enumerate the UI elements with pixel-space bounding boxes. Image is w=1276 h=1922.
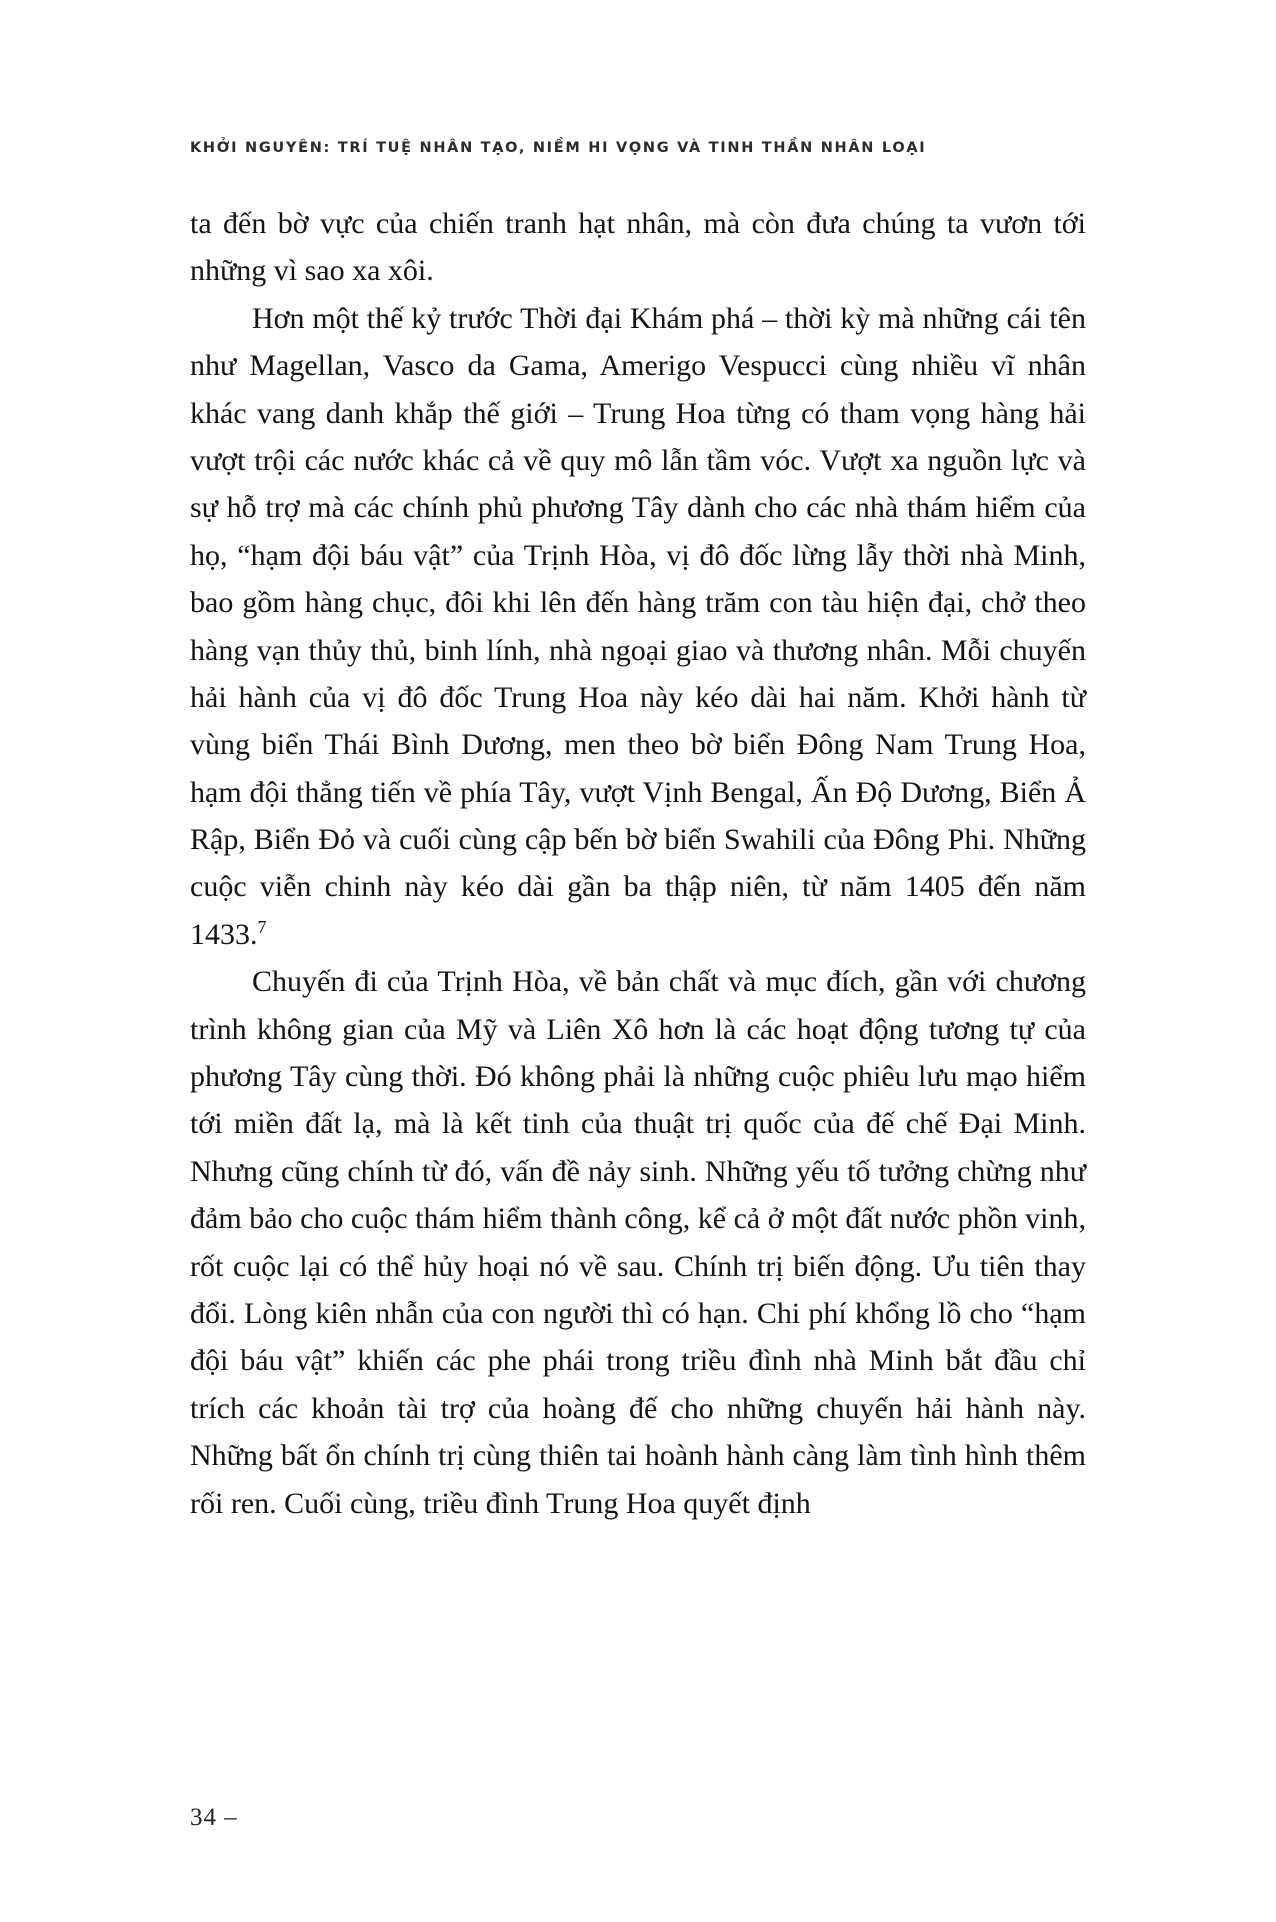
page-number: 34 – — [190, 1804, 238, 1831]
paragraph: ta đến bờ vực của chiến tranh hạt nhân, mà còn đưa chúng ta vươn tới những vì sao xa xôi. — [190, 207, 1086, 288]
running-head: KHỞI NGUYÊN: TRÍ TUỆ NHÂN TẠO, NIỀM HI VỌNG VÀ TINH THẦN NHÂN LOẠI — [190, 140, 927, 156]
paragraph — [190, 295, 1086, 958]
body-text — [190, 200, 1086, 1527]
paragraph: Chuyến đi của Trịnh Hòa, về bản chất và mục đích, gần với chương trình không gian của Mỹ và Liên Xô hơn là các hoạt động tương tự của phương Tây cùng thời. Đó không phải là những cuộc phiêu lưu mạo hiểm tới miền đất lạ, mà là kết tinh của thuật trị quốc của đế chế Đại Minh. Nhưng cũng chính từ đó, vấn đề nảy sinh. Những yếu tố tưởng chừng như đảm bảo cho cuộc thám hiểm thành công, kể cả ở một đất nước phồn vinh, rốt cuộc lại có thể hủy hoại nó về sau. Chính trị biến động. Ưu tiên thay đổi. Lòng kiên nhẫn của con người thì có hạn. Chi phí khổng lồ cho “hạm đội báu vật” khiến các phe phái trong triều đình nhà Minh bắt đầu chỉ trích các khoản tài trợ của hoàng đế cho những chuyến hải hành này. Những bất ổn chính trị cùng thiên tai hoành hành càng làm tình hình thêm rối ren. Cuối cùng, triều đình Trung Hoa quyết định — [190, 965, 1086, 1520]
footnote-marker: 7 — [257, 916, 267, 937]
paragraph-text: Hơn một thế kỷ trước Thời đại Khám phá – thời kỳ mà những cái tên như Magellan, Vasco da Gama, Amerigo Vespucci cùng nhiều vĩ nhân khác vang danh khắp thế giới – Trung Hoa từng có tham vọng hàng hải vượt trội các nước khác cả về quy mô lẫn tầm vóc. Vượt xa nguồn lực và sự hỗ trợ mà các chính phủ phương Tây dành cho các nhà thám hiểm của họ, “hạm đội báu vật” của Trịnh Hòa, vị đô đốc lừng lẫy thời nhà Minh, bao gồm hàng chục, đôi khi lên đến hàng trăm con tàu hiện đại, chở theo hàng vạn thủy thủ, binh lính, nhà ngoại giao và thương nhân. Mỗi chuyến hải hành của vị đô đốc Trung Hoa này kéo dài hai năm. Khởi hành từ vùng biển Thái Bình Dương, men theo bờ biển Đông Nam Trung Hoa, hạm đội thẳng tiến về phía Tây, vượt Vịnh Bengal, Ấn Độ Dương, Biển Ả Rập, Biển Đỏ và cuối cùng cập bến bờ biển Swahili của Đông Phi. Những cuộc viễn chinh này kéo dài gần ba thập niên, từ năm 1405 đến năm 1433. — [190, 301, 1086, 951]
